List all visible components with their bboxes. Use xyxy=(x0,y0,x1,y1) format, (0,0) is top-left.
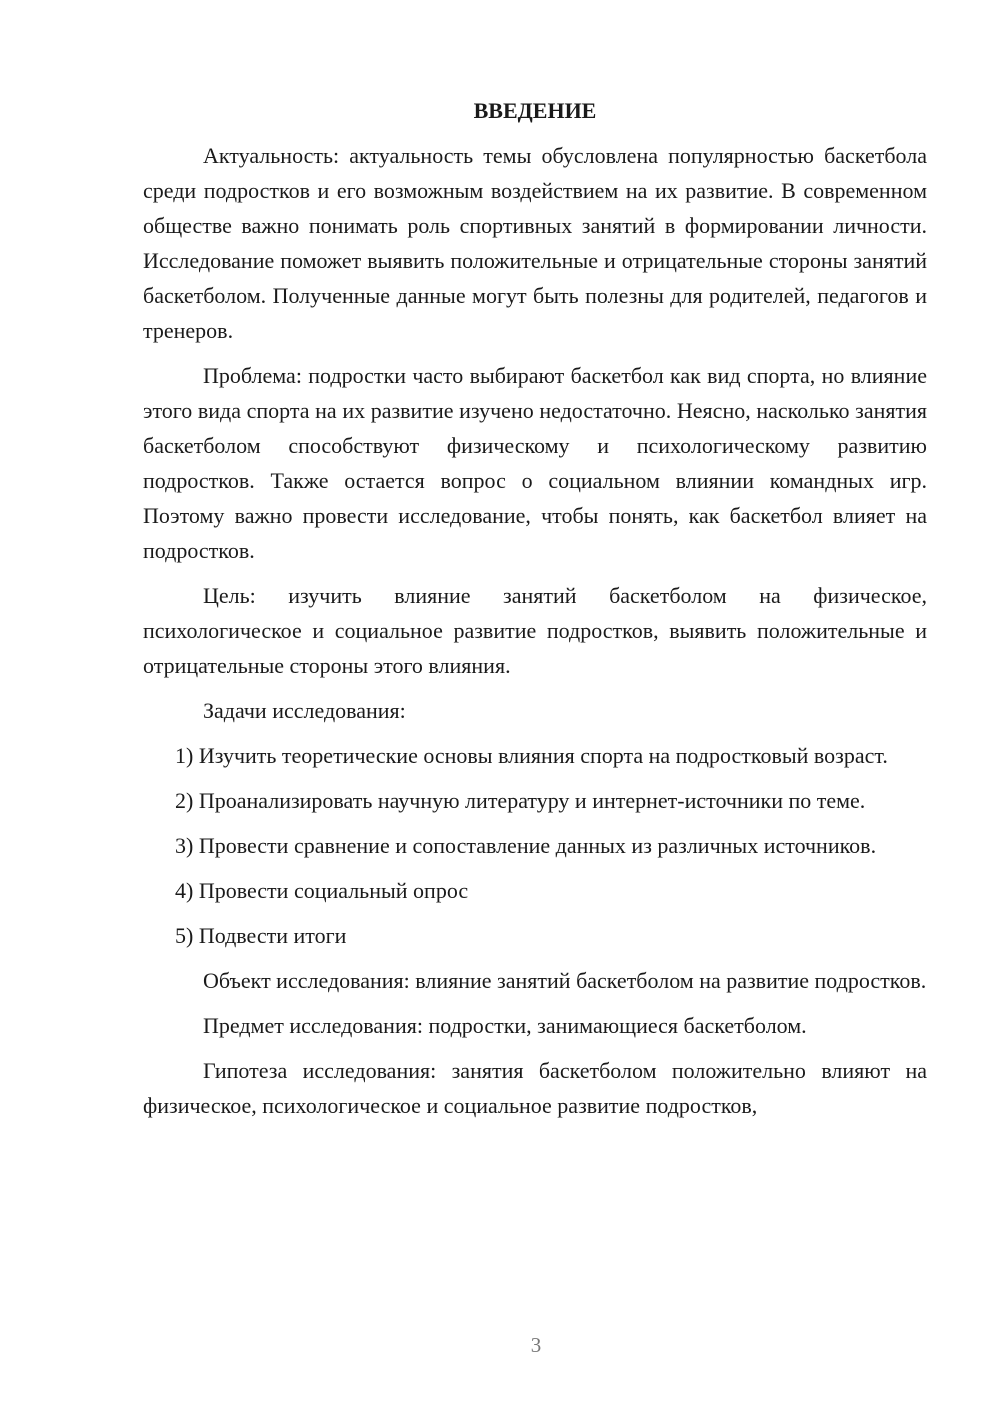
task-item: 1) Изучить теоретические основы влияния спорта на подростковый возраст. xyxy=(175,743,888,768)
task-item: 2) Проанализировать научную литературу и интернет-источники по теме. xyxy=(175,788,866,813)
section-title: ВВЕДЕНИЕ xyxy=(473,98,597,123)
page-body xyxy=(143,93,927,1133)
paragraph-goal: Цель: изучить влияние занятий баскетболом на физическое, психологическое и социальное развитие подростков, выявить положительные и отрицательные стороны этого влияния. xyxy=(143,583,927,678)
paragraph-relevance: Актуальность: актуальность темы обусловлена популярностью баскетбола среди подростков и его возможным воздействием на их развитие. В современном обществе важно понимать роль спортивных занятий в формировании личности. Исследование поможет выявить положительные и отрицательные стороны занятий баскетболом. Полученные данные могут быть полезны для родителей, педагогов и тренеров. xyxy=(143,143,927,343)
task-item: 4) Провести социальный опрос xyxy=(175,878,469,903)
page-number: 3 xyxy=(530,1333,542,1357)
paragraph-subject: Предмет исследования: подростки, занимающиеся баскетболом. xyxy=(203,1013,807,1038)
paragraph-problem: Проблема: подростки часто выбирают баскетбол как вид спорта, но влияние этого вида спорта на их развитие изучено недостаточно. Неясно, насколько занятия баскетболом способствуют физическому и психологическому развитию подростков. Также остается вопрос о социальном влиянии командных игр. Поэтому важно провести исследование, чтобы понять, как баскетбол влияет на подростков. xyxy=(143,363,927,563)
paragraph-object: Объект исследования: влияние занятий баскетболом на развитие подростков. xyxy=(203,968,927,993)
task-item: 5) Подвести итоги xyxy=(175,923,347,948)
task-item: 3) Провести сравнение и сопоставление данных из различных источников. xyxy=(175,833,877,858)
paragraph-hypothesis: Гипотеза исследования: занятия баскетболом положительно влияют на физическое, психологическое и социальное развитие подростков, xyxy=(143,1058,927,1118)
paragraph-tasks-heading: Задачи исследования: xyxy=(203,698,406,723)
